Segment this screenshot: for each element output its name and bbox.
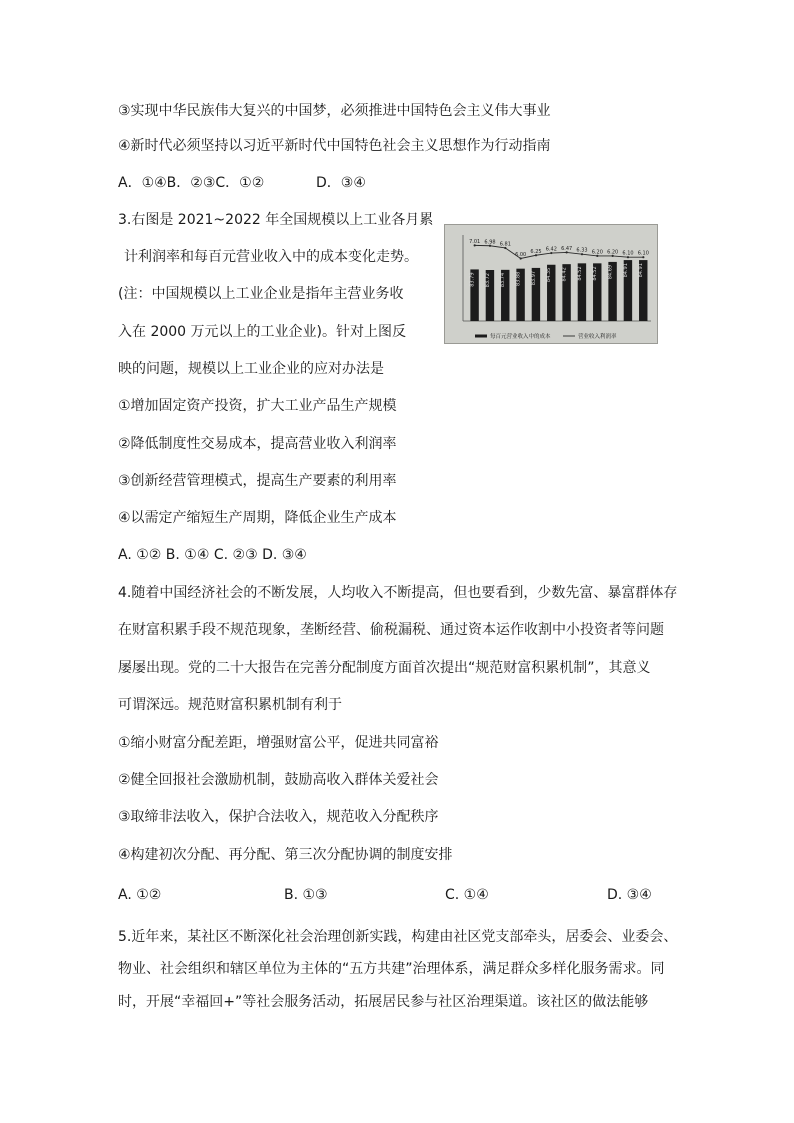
bar-data-label: 84.52	[592, 266, 599, 281]
q4-item-3: ③取缔非法收入，保护合法收入，规范收入分配秩序	[118, 809, 439, 825]
q4-option-b: B. ①③	[284, 887, 328, 903]
q4-stem: 4.随着中国经济社会的不断发展，人均收入不断提高，但也要看到，少数先富、暴富群体存	[118, 585, 678, 601]
bar-data-label: 84.91	[622, 263, 629, 278]
q3-item-4: ④以需定产缩短生产周期，降低企业生产成本	[118, 510, 397, 526]
line-data-label: 6.33	[576, 247, 588, 254]
bar-data-label: 83.74	[500, 272, 507, 288]
text-line: (注：中国规模以上工业企业是指年主营业务收	[118, 286, 404, 302]
line-data-label: 6.10	[637, 250, 649, 257]
bar-data-label: 84.91	[638, 263, 645, 278]
line-data-label: 6.20	[591, 249, 603, 256]
line-data-label: 6.47	[561, 245, 573, 252]
line-data-label: 6.25	[530, 248, 542, 255]
q4-item-4: ④构建初次分配、再分配、第三次分配协调的制度安排	[118, 847, 453, 863]
q3-item-2: ②降低制度性交易成本，提高营业收入利润率	[118, 436, 397, 452]
q3-stem: 3.右图是 2021~2022 年全国规模以上工业各月累	[118, 212, 434, 228]
q4-item-2: ②健全回报社会激励机制，鼓励高收入群体关爱社会	[118, 772, 439, 788]
bar-data-label: 83.72	[484, 273, 491, 288]
line-data-label: 6.10	[622, 250, 634, 257]
text-line: ④新时代必须坚持以习近平新时代中国特色社会主义思想作为行动指南	[118, 138, 551, 154]
line-data-label: 6.20	[607, 249, 619, 256]
bar-data-label: 84.52	[576, 266, 583, 281]
q4-option-c: C. ①④	[445, 887, 489, 903]
legend-label: 每百元营业收入中的成本	[490, 334, 551, 340]
bar-data-label: 84.42	[561, 267, 568, 282]
line-data-label: 6.98	[484, 239, 496, 246]
text-line: 在财富积累手段不规范现象，垄断经营、偷税漏税、通过资本运作收割中小投资者等问题	[118, 622, 664, 638]
text-line: 入在 2000 万元以上的工业企业)。针对上图反	[118, 324, 406, 340]
line-data-label: 7.01	[469, 238, 481, 245]
text-line: 物业、社会组织和辖区单位为主体的“五方共建”治理体系，满足群众多样化服务需求。同	[118, 961, 665, 977]
line-data-label: 6.00	[515, 252, 527, 258]
line-data-label: 6.42	[545, 246, 557, 253]
chart-photo	[444, 224, 658, 344]
bar-data-label: 84.35	[546, 267, 553, 283]
chart	[445, 225, 658, 344]
text-line: 映的问题，规模以上工业企业的应对办法是	[118, 361, 384, 377]
bar-data-label: 83.97	[530, 270, 537, 286]
text-line: ③实现中华民族伟大复兴的中国梦，必须推进中国特色会主义伟大事业	[118, 103, 551, 119]
q4-item-1: ①缩小财富分配差距，增强财富公平，促进共同富裕	[118, 735, 439, 751]
text-line: 屡屡出现。党的二十大报告在完善分配制度方面首次提出“规范财富积累机制”，其意义	[118, 660, 651, 676]
q3-item-3: ③创新经营管理模式，提高生产要素的利用率	[118, 473, 397, 489]
q5-stem: 5.近年来，某社区不断深化社会治理创新实践，构建由社区党支部牵头，居委会、业委会、	[118, 929, 678, 945]
q3-options: A. ①② B. ①④ C. ②③ D. ③④	[118, 547, 307, 563]
bar-data-label: 83.88	[515, 271, 522, 286]
q4-option-a: A. ①②	[118, 887, 162, 903]
text-line: 计利润率和每百元营业收入中的成本变化走势。	[124, 249, 418, 265]
text-line: 可谓深远。规范财富积累机制有利于	[118, 697, 342, 713]
q2-options-abc: A．①④B．②③C．①②	[118, 175, 265, 191]
line-data-label: 6.81	[499, 241, 511, 248]
text-line: 时，开展“幸福回+”等社会服务活动，拓展居民参与社区治理渠道。该社区的做法能够	[118, 994, 649, 1010]
q3-item-1: ①增加固定资产投资，扩大工业产品生产规模	[118, 398, 397, 414]
bar-data-label: 83.79	[469, 272, 476, 287]
q4-option-d: D. ③④	[607, 887, 652, 903]
bar-data-label: 84.69	[607, 264, 614, 280]
legend-label: 营业收入利润率	[578, 334, 617, 340]
q2-option-d: D．③④	[316, 175, 366, 191]
